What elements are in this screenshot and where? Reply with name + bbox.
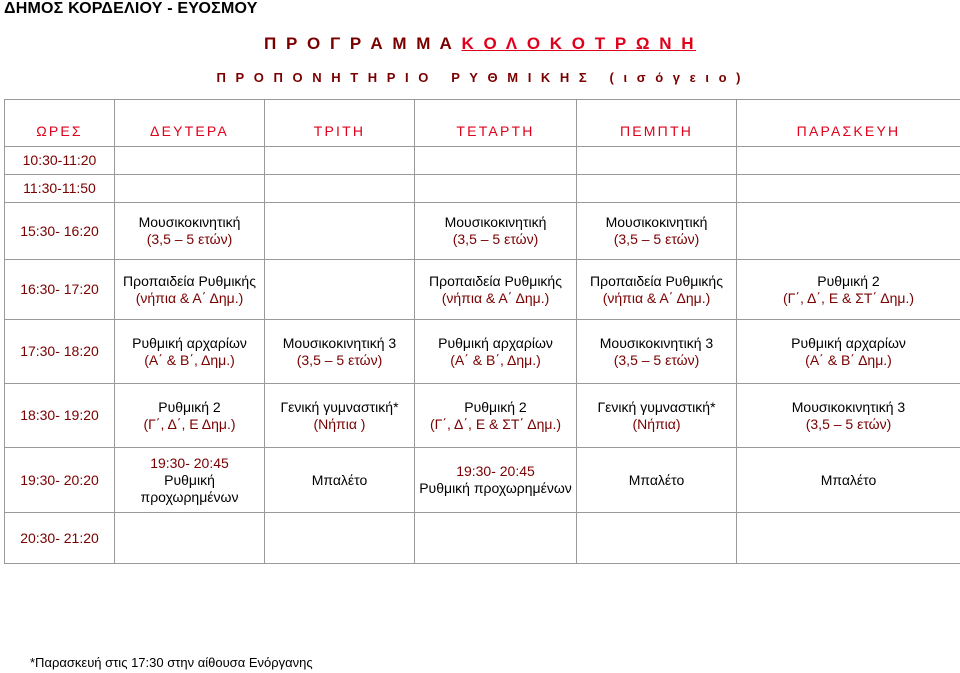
header-cell: ΠΕΜΠΤΗ (577, 100, 737, 147)
activity-name: Ρυθμική 2 (464, 398, 527, 415)
municipality-title: ΔΗΜΟΣ ΚΟΡΔΕΛΙΟΥ - ΕΥΟΣΜΟΥ (4, 0, 258, 17)
header-cell: ΤΕΤΑΡΤΗ (415, 100, 577, 147)
time-cell: 16:30- 17:20 (5, 260, 115, 320)
activity-cell (115, 384, 265, 448)
table-row (5, 175, 960, 203)
activity-name: Μπαλέτο (820, 471, 877, 488)
time-cell: 17:30- 18:20 (5, 320, 115, 384)
activity-name: Ρυθμική 2 (158, 398, 221, 415)
activity-time: 19:30- 20:45 (456, 463, 535, 479)
activity-group: (νήπια & Α΄ Δημ.) (135, 289, 244, 306)
activity-name: Ρυθμική προχωρημένων (140, 471, 239, 505)
activity-cell (265, 448, 415, 513)
header-row (5, 100, 960, 147)
activity-cell (577, 384, 737, 448)
empty-cell (737, 147, 960, 175)
activity-group: (3,5 – 5 ετών) (146, 231, 233, 247)
activity-cell (737, 448, 960, 513)
activity-name: Προπαιδεία Ρυθμικής (123, 272, 256, 289)
activity-name: Ρυθμική 2 (817, 272, 880, 289)
empty-cell (577, 147, 737, 175)
time-cell: 11:30-11:50 (5, 175, 115, 203)
activity-cell (415, 260, 577, 320)
activity-name: Προπαιδεία Ρυθμικής (590, 272, 723, 289)
program-title-place: Κ Ο Λ Ο Κ Ο Τ Ρ Ω Ν Η (461, 34, 697, 53)
empty-cell (265, 203, 415, 260)
schedule-table (4, 99, 960, 564)
footnote: *Παρασκευή στις 17:30 στην αίθουσα Ενόργανης (30, 655, 313, 670)
activity-name: Γενική γυμναστική* (597, 398, 716, 415)
activity-group: (Γ΄, Δ΄, Ε & ΣΤ΄ Δημ.) (782, 289, 915, 306)
program-title-prefix: Π Ρ Ο Γ Ρ Α Μ Μ Α (263, 34, 455, 53)
empty-cell (577, 513, 737, 564)
activity-cell (415, 448, 577, 513)
activity-group: (νήπια & Α΄ Δημ.) (602, 289, 711, 306)
activity-name: Ρυθμική αρχαρίων (438, 334, 553, 351)
activity-name: Ρυθμική αρχαρίων (791, 334, 906, 351)
table-row (5, 260, 960, 320)
activity-name: Μπαλέτο (628, 471, 685, 488)
time-cell: 10:30-11:20 (5, 147, 115, 175)
activity-cell (115, 448, 265, 513)
empty-cell (737, 175, 960, 203)
program-subtitle: Π Ρ Ο Π Ο Ν Η Τ Η Ρ Ι Ο Ρ Υ Θ Μ Ι Κ Η Σ ( ι σ ό γ ε ι ο ) (216, 70, 744, 85)
header-cell: ΤΡΙΤΗ (265, 100, 415, 147)
activity-cell (577, 320, 737, 384)
activity-group: (Γ΄, Δ΄, Ε & ΣΤ΄ Δημ.) (429, 415, 562, 432)
activity-cell (577, 260, 737, 320)
activity-name: Μουσικοκινητική (444, 214, 547, 230)
activity-cell (737, 384, 960, 448)
activity-group: (3,5 – 5 ετών) (296, 351, 383, 368)
activity-name: Γενική γυμναστική* (280, 398, 399, 415)
empty-cell (115, 147, 265, 175)
activity-group: (Α΄ & Β΄, Δημ.) (450, 351, 541, 368)
activity-group: (3,5 – 5 ετών) (613, 351, 700, 368)
empty-cell (115, 175, 265, 203)
activity-name: Προπαιδεία Ρυθμικής (429, 272, 562, 289)
activity-cell (415, 384, 577, 448)
activity-cell (415, 320, 577, 384)
activity-cell (265, 320, 415, 384)
table-row (5, 203, 960, 260)
activity-name: Ρυθμική προχωρημένων (419, 480, 572, 496)
activity-cell (115, 203, 265, 260)
activity-group: (Νήπια) (632, 415, 681, 432)
activity-group: (Α΄ & Β΄ Δημ.) (805, 351, 892, 368)
activity-name: Ρυθμική αρχαρίων (132, 334, 247, 351)
empty-cell (577, 175, 737, 203)
activity-group: (Γ΄, Δ΄, Ε Δημ.) (143, 415, 236, 432)
activity-name: Μουσικοκινητική (138, 214, 241, 230)
time-cell: 18:30- 19:20 (5, 384, 115, 448)
activity-time: 19:30- 20:45 (150, 454, 229, 471)
empty-cell (737, 513, 960, 564)
time-cell: 20:30- 21:20 (5, 513, 115, 564)
time-cell: 15:30- 16:20 (5, 203, 115, 260)
table-row (5, 513, 960, 564)
activity-group: (3,5 – 5 ετών) (613, 231, 700, 247)
activity-cell (115, 260, 265, 320)
table-row (5, 384, 960, 448)
activity-cell (577, 203, 737, 260)
table-row (5, 320, 960, 384)
empty-cell (415, 147, 577, 175)
activity-cell (737, 260, 960, 320)
empty-cell (265, 513, 415, 564)
activity-group: (3,5 – 5 ετών) (452, 231, 539, 247)
activity-name: Μουσικοκινητική 3 (791, 398, 906, 415)
activity-cell (415, 203, 577, 260)
time-cell: 19:30- 20:20 (5, 448, 115, 513)
activity-group: (3,5 – 5 ετών) (805, 415, 892, 432)
activity-cell (265, 384, 415, 448)
header-cell: ΔΕΥΤΕΡΑ (115, 100, 265, 147)
activity-group: (νήπια & Α΄ Δημ.) (441, 289, 550, 306)
activity-group: (Νήπια ) (313, 415, 366, 432)
activity-cell (115, 320, 265, 384)
activity-cell (577, 448, 737, 513)
empty-cell (737, 203, 960, 260)
header-cell: ΠΑΡΑΣΚΕΥΗ (737, 100, 960, 147)
empty-cell (415, 175, 577, 203)
program-title (0, 34, 960, 54)
table-row (5, 147, 960, 175)
empty-cell (265, 147, 415, 175)
activity-name: Μουσικοκινητική 3 (599, 334, 714, 351)
empty-cell (265, 175, 415, 203)
activity-name: Μπαλέτο (311, 471, 368, 488)
empty-cell (115, 513, 265, 564)
header-cell: ΩΡΕΣ (5, 100, 115, 147)
empty-cell (415, 513, 577, 564)
activity-group: (Α΄ & Β΄, Δημ.) (144, 351, 235, 368)
activity-name: Μουσικοκινητική 3 (282, 334, 397, 351)
table-row (5, 448, 960, 513)
empty-cell (265, 260, 415, 320)
activity-name: Μουσικοκινητική (605, 214, 708, 230)
activity-cell (737, 320, 960, 384)
